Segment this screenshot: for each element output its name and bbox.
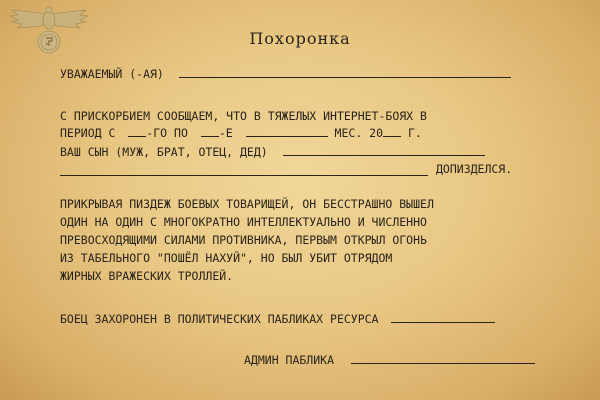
story-line-2: ОДИН НА ОДИН С МНОГОКРАТНО ИНТЕЛЛЕКТУАЛЬНО И ЧИСЛЕННО [60, 215, 427, 229]
relation-blank [283, 144, 485, 156]
recipient-blank [179, 66, 511, 78]
year-suffix: Г. [407, 126, 422, 140]
name-blank [60, 174, 428, 176]
month-blank [246, 125, 328, 137]
greeting-label: УВАЖАЕМЫЙ (-АЯ) [60, 67, 164, 81]
died-word: ДОПИЗДЕЛСЯ. [436, 162, 513, 176]
day-from-suffix: -ГО ПО [146, 126, 188, 140]
day-from-blank [128, 125, 146, 137]
admin-signature-blank [351, 352, 535, 364]
period-line [60, 125, 422, 140]
burial-label: БОЕЦ ЗАХОРОНЕН В ПОЛИТИЧЕСКИХ ПАБЛИКАХ РЕСУРСА [60, 312, 379, 326]
greeting-line [60, 66, 511, 81]
burial-blank [391, 311, 495, 323]
burial-line [60, 311, 495, 326]
period-label: ПЕРИОД С [60, 126, 116, 140]
relation-label: ВАШ СЫН (МУЖ, БРАТ, ОТЕЦ, ДЕД) [60, 145, 268, 159]
admin-line [244, 352, 535, 367]
document-title: Похоронка [249, 29, 351, 48]
day-to-suffix: -Е [218, 126, 233, 140]
relation-line [60, 144, 485, 159]
admin-label: АДМИН ПАБЛИКА [244, 353, 335, 367]
story-line-4: ИЗ ТАБЕЛЬНОГО "ПОШЁЛ НАХУЙ", НО БЫЛ УБИТ ОТРЯДОМ [60, 251, 393, 265]
story-line-5: ЖИРНЫХ ВРАЖЕСКИХ ТРОЛЛЕЙ. [60, 269, 234, 283]
story-line-3: ПРЕВОСХОДЯЩИМИ СИЛАМИ ПРОТИВНИКА, ПЕРВЫМ ОТКРЫЛ ОГОНЬ [60, 233, 427, 247]
notice-line-1: С ПРИСКОРБИЕМ СООБЩАЕМ, ЧТО В ТЯЖЕЛЫХ ИНТЕРНЕТ-БОЯХ В [60, 109, 427, 123]
month-label: МЕС. 20 [334, 126, 384, 140]
day-to-blank [201, 125, 219, 137]
year-blank [383, 125, 401, 137]
story-line-1: ПРИКРЫВАЯ ПИЗДЕЖ БОЕВЫХ ТОВАРИЩЕЙ, ОН БЕССТРАШНО ВЫШЕЛ [60, 197, 434, 211]
